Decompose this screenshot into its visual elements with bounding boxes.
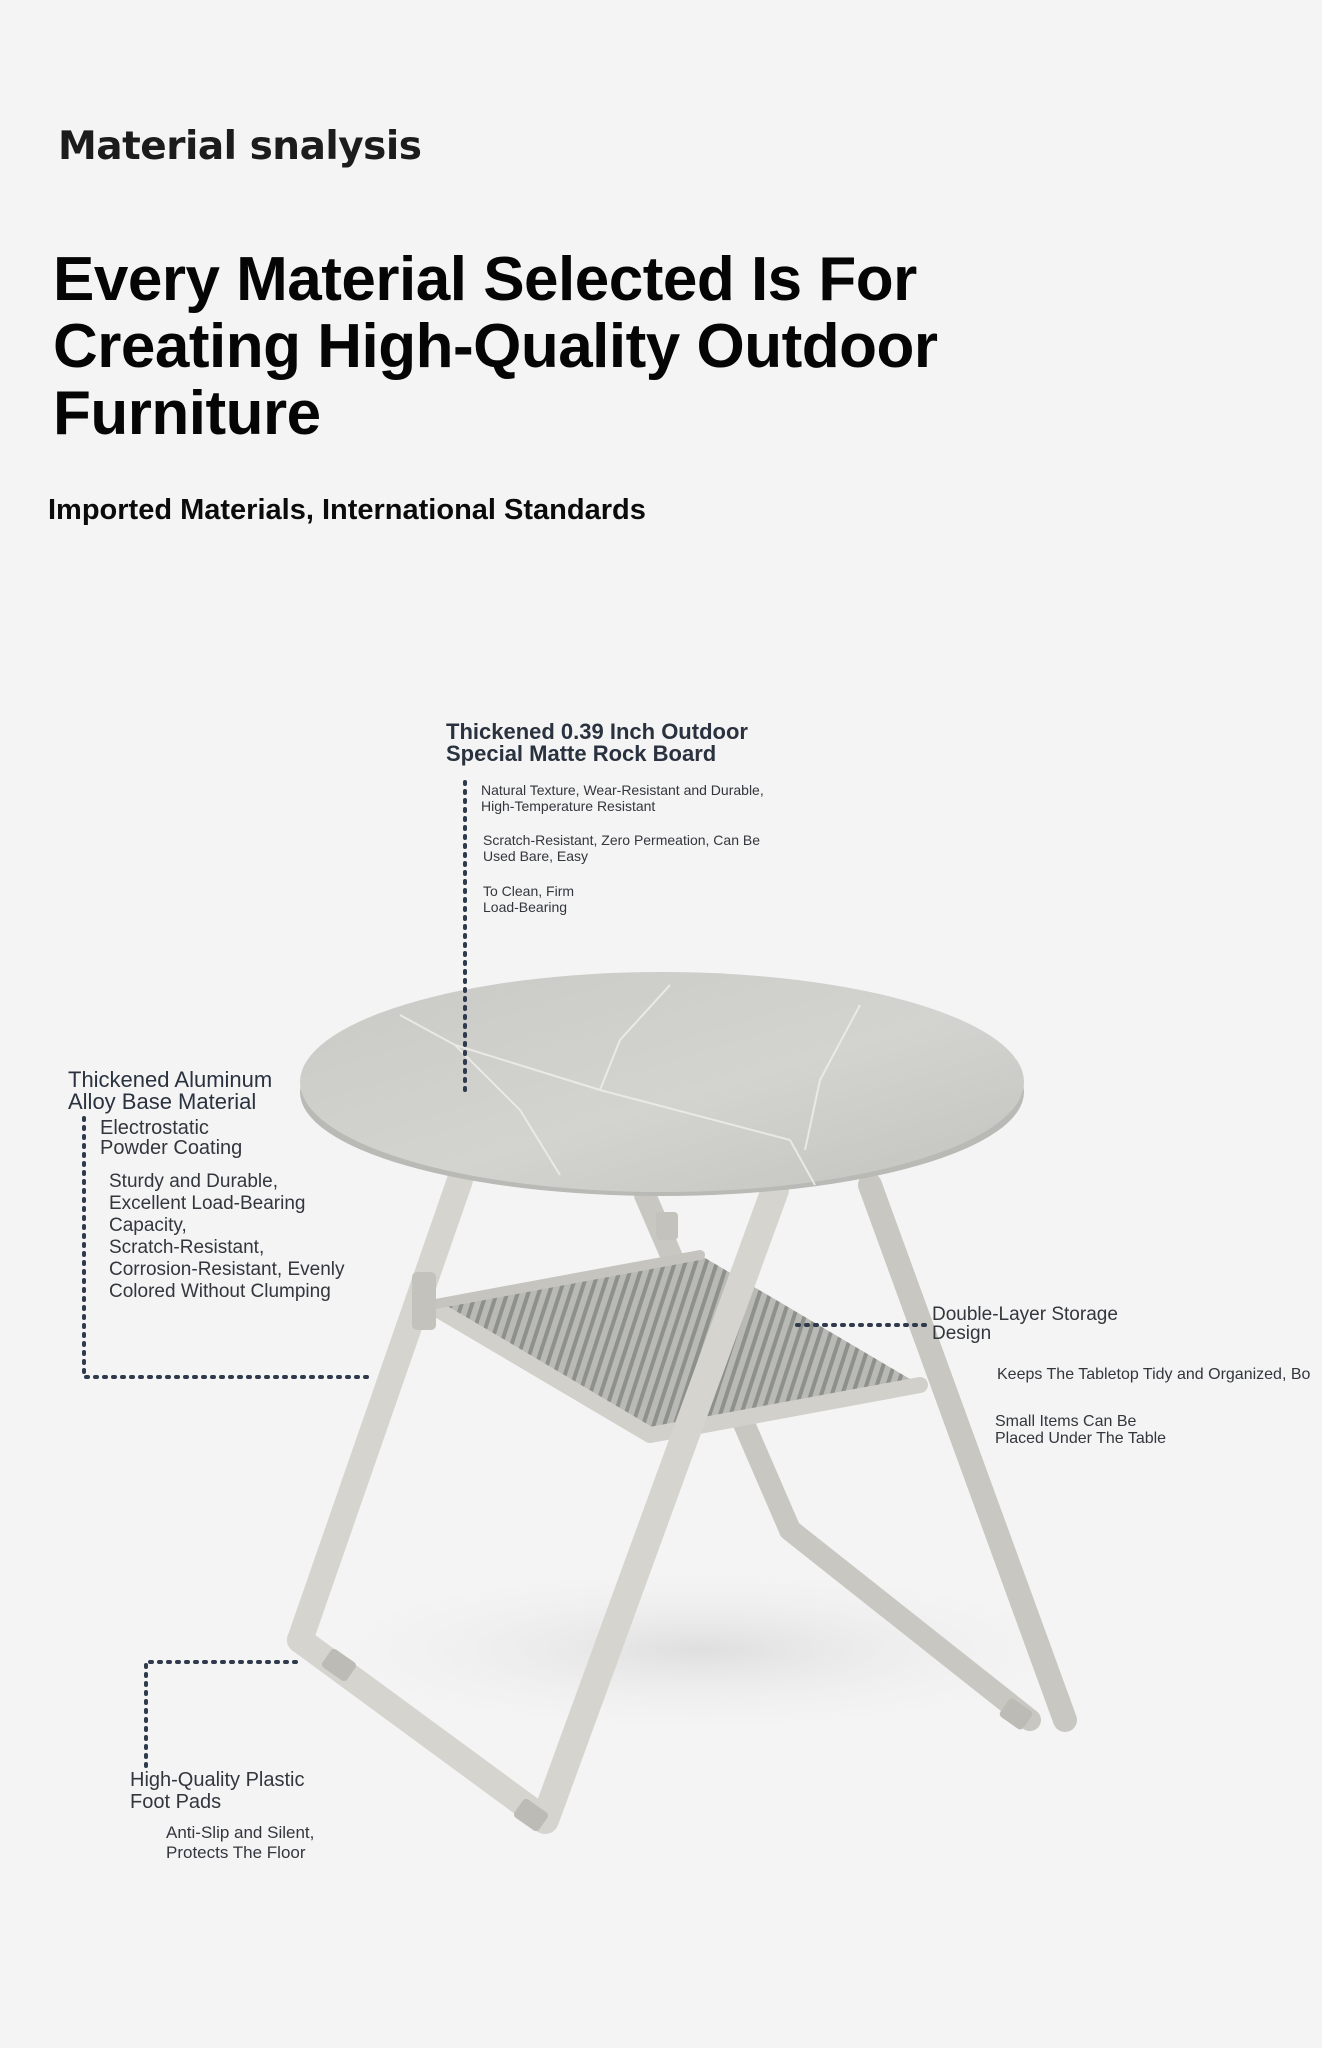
section-label: Material snalysis	[58, 124, 422, 169]
aluminum-detail-line-3: Capacity,	[109, 1215, 187, 1236]
rock-board-title-line-1: Thickened 0.39 Inch Outdoor	[446, 719, 748, 744]
subheadline: Imported Materials, International Standards	[48, 494, 646, 526]
foot-pads-details	[166, 1823, 314, 1863]
aluminum-base-title-line-2: Alloy Base Material	[68, 1089, 257, 1114]
rock-board-point-2-line-1: Scratch-Resistant, Zero Permeation, Can Be	[483, 832, 761, 848]
rock-board-point-3	[483, 883, 574, 915]
rock-board-title-line-2: Special Matte Rock Board	[446, 741, 717, 766]
storage-point-2	[995, 1413, 1166, 1447]
foot-pads-title	[130, 1769, 305, 1813]
aluminum-base-title-line-1: Thickened Aluminum	[68, 1067, 273, 1092]
storage-point-2-line-2: Placed Under The Table	[995, 1430, 1167, 1447]
rock-board-point-1	[481, 782, 764, 814]
storage-point-1: Keeps The Tabletop Tidy and Organized, Bo	[997, 1366, 1311, 1383]
headline-line-1: Every Material Selected Is For	[53, 245, 917, 314]
rock-board-point-3-line-1: To Clean, Firm	[483, 883, 575, 899]
headline-line-3: Furniture	[53, 379, 321, 448]
aluminum-base-title	[68, 1069, 272, 1113]
rock-board-top	[300, 972, 1024, 1196]
aluminum-detail-line-5: Corrosion-Resistant, Evenly	[109, 1259, 345, 1280]
aluminum-detail-line-4: Scratch-Resistant,	[109, 1237, 265, 1258]
storage-title	[932, 1305, 1118, 1343]
foot-pads-title-line-2: Foot Pads	[130, 1791, 222, 1813]
storage-shelf	[430, 1255, 920, 1435]
foot-pads-detail-line-2: Protects The Floor	[166, 1843, 306, 1862]
aluminum-detail-line-2: Excellent Load-Bearing	[109, 1193, 306, 1214]
rock-board-point-2	[483, 832, 760, 864]
storage-point-2-line-1: Small Items Can Be	[995, 1413, 1137, 1430]
rock-board-point-3-line-2: Load-Bearing	[483, 899, 568, 915]
rock-board-title	[446, 721, 748, 765]
rock-board-callout	[446, 721, 748, 765]
rock-board-point-1-line-2: High-Temperature Resistant	[481, 798, 656, 814]
storage-title-line-2: Design	[932, 1323, 992, 1344]
storage-title-line-1: Double-Layer Storage	[932, 1304, 1118, 1325]
foot-pads-title-line-1: High-Quality Plastic	[130, 1769, 305, 1791]
rock-board-point-1-line-1: Natural Texture, Wear-Resistant and Durable,	[481, 782, 764, 798]
powder-coating-line-2: Powder Coating	[100, 1137, 243, 1159]
powder-coating-label	[100, 1118, 242, 1158]
aluminum-detail-line-6: Colored Without Clumping	[109, 1281, 331, 1302]
rock-board-point-2-line-2: Used Bare, Easy	[483, 848, 589, 864]
foot-pads-detail-line-1: Anti-Slip and Silent,	[166, 1823, 315, 1842]
headline-line-2: Creating High-Quality Outdoor	[53, 312, 938, 381]
aluminum-detail-line-1: Sturdy and Durable,	[109, 1171, 278, 1192]
powder-coating-line-1: Electrostatic	[100, 1117, 209, 1139]
aluminum-base-details	[109, 1171, 344, 1303]
